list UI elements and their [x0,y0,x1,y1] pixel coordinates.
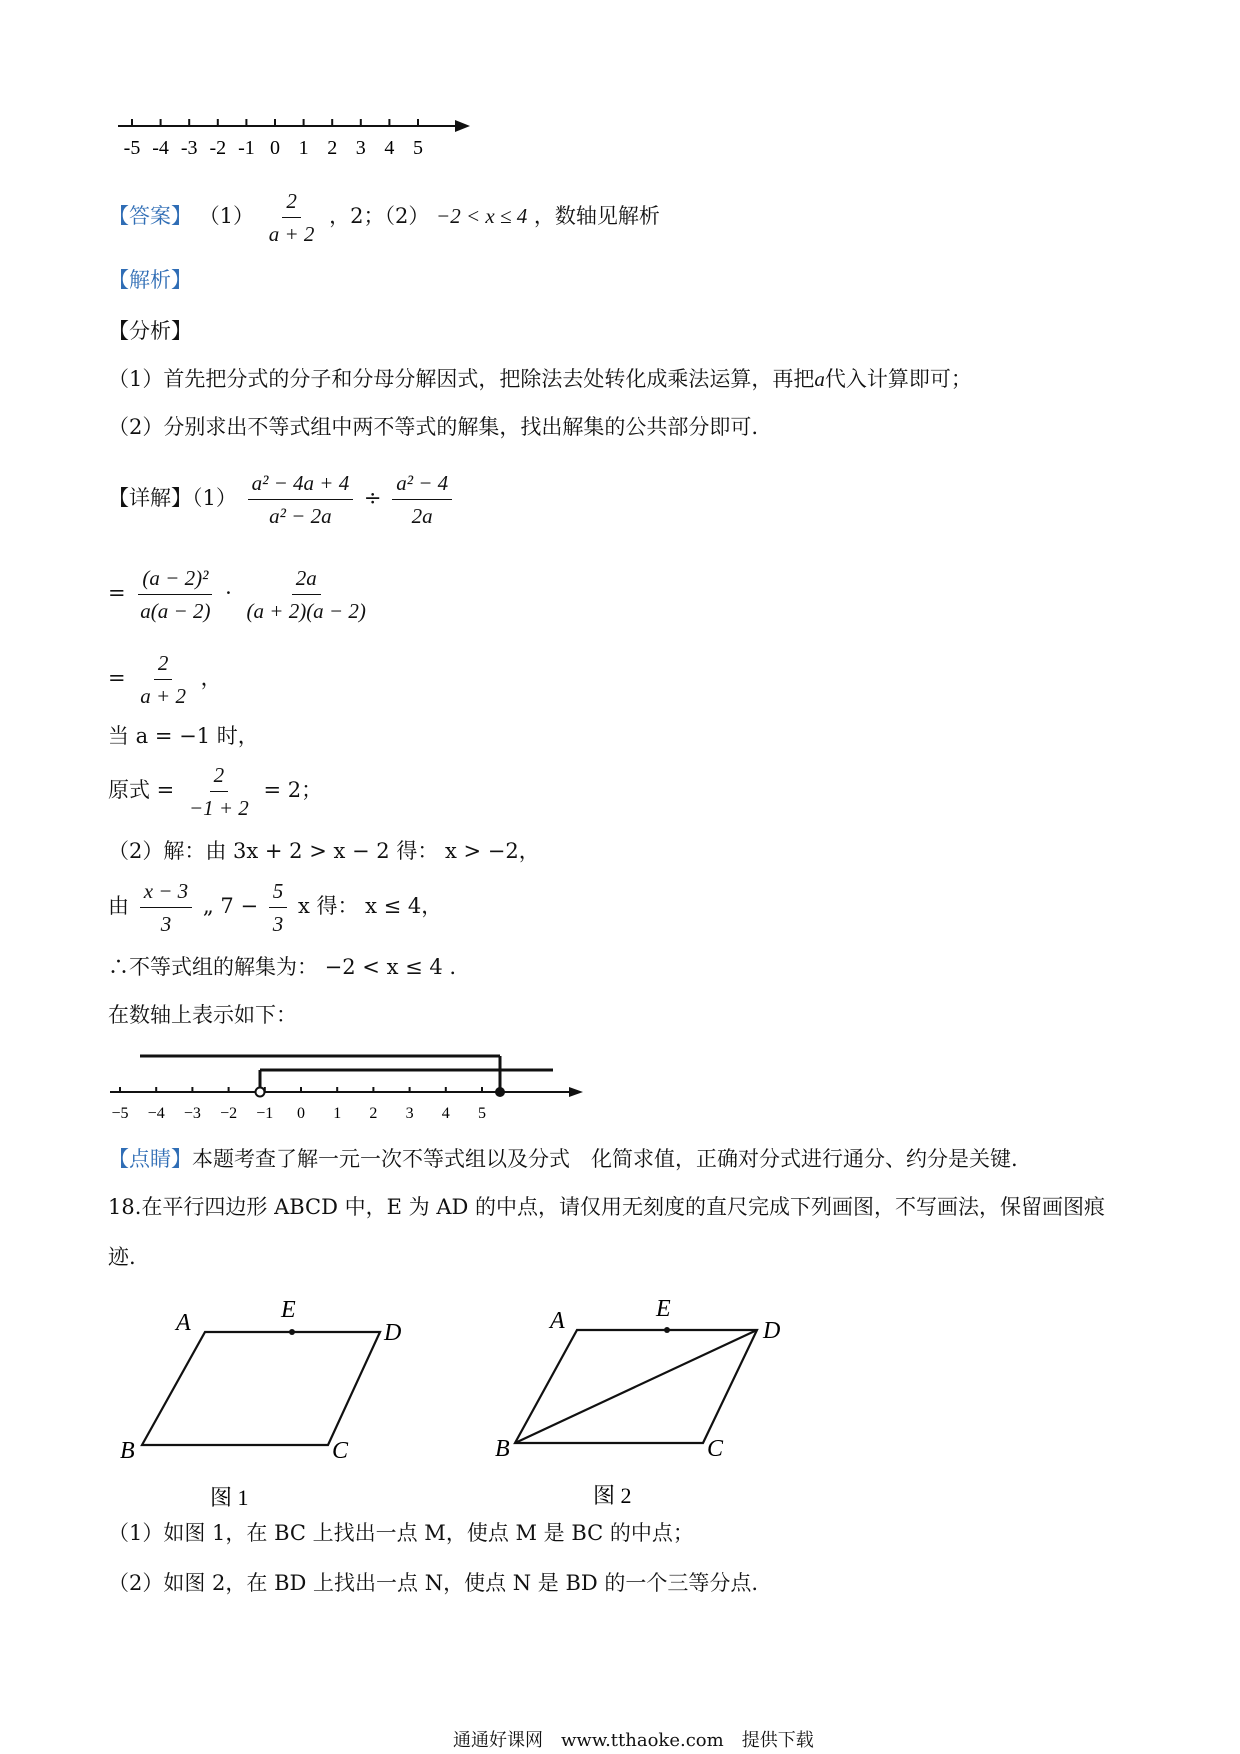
part2-frac1-num: x − 3 [140,878,193,908]
fig2-label-a: A [550,1308,565,1334]
detail-frac2-den: 2a [411,504,433,528]
solution-number-line-tick-label: −5 [111,1105,129,1122]
answer-fraction [265,188,319,247]
step1-eq: = [108,581,126,605]
step2-tail: ， [200,666,222,690]
q18-line1: 18.在平行四边形 ABCD 中，E 为 AD 的中点，请仅用无刻度的直尺完成下列画图，不写画法，保留画图痕 [108,1195,1105,1219]
fig1-label-c: C [332,1438,349,1464]
part2-mid: „ 7 − [202,894,259,918]
fig2-point-e [664,1327,670,1333]
part2-frac2 [269,878,288,937]
detail-frac2-num: a² − 4 [392,470,452,500]
top-number-line-tick-label: -3 [180,137,198,159]
detail-frac1-den: a² − 2a [269,504,332,528]
fenxi-line2: （2）分别求出不等式组中两不等式的解集，找出解集的公共部分即可. [108,415,759,439]
step2-frac [136,650,190,709]
step1-frac1 [136,565,214,624]
step2-frac-num: 2 [154,650,173,680]
detail-div: ÷ [363,486,382,510]
top-number-line-tick-label: -4 [152,137,169,159]
analysis-tag: 【解析】 [108,268,192,292]
fig2-caption: 图 2 [593,1483,632,1508]
step1-frac1-den: a(a − 2) [140,599,211,623]
top-number-line-tick-label: -5 [123,137,141,159]
answer-part1-label: （1） [198,204,255,228]
fenxi-line1-var: a [814,367,825,391]
part2-frac2-den: 3 [272,912,284,936]
solution-number-line [105,1042,585,1124]
detail-step1 [108,565,374,624]
fenxi-line1 [108,366,972,392]
solution-number-line-tick-label: 0 [297,1105,305,1122]
top-number-line-tick-label: 3 [355,137,366,159]
therefore-line: ∴不等式组的解集为： −2 < x ≤ 4 . [108,955,457,979]
fig2-label-c: C [707,1436,724,1462]
orig-frac-num: 2 [210,762,229,792]
fig1-label-b: B [120,1438,135,1464]
figure-1 [110,1290,430,1520]
answer-frac-num: 2 [282,188,301,218]
detail-frac1 [248,470,354,529]
top-number-line-tick-label: 2 [327,137,338,159]
detail-step2 [108,650,222,709]
step2-frac-den: a + 2 [140,684,186,708]
solution-axis-arrow [569,1087,583,1097]
fig2-label-b: B [495,1436,510,1462]
solution-number-line-tick-label: −2 [220,1105,238,1122]
open-dot-minus2 [256,1088,265,1097]
step1-dot: · [225,581,232,605]
fig1-label-e: E [281,1297,296,1323]
solution-number-line-tick-label: 1 [333,1105,342,1122]
step1-frac2-den: (a + 2)(a − 2) [246,599,366,623]
original-value-line [108,762,322,821]
fenxi-line1-b: 代入计算即可； [824,367,972,391]
top-number-line-tick-label: 1 [298,137,309,159]
fig2-label-d: D [763,1318,781,1344]
answer-tag: 【答案】 [108,204,192,228]
solution-number-line-tick-label: −4 [147,1105,165,1122]
orig-pre: 原式 = [108,778,175,802]
step2-eq: = [108,666,126,690]
part2-frac1 [140,878,193,937]
solution-number-line-tick-label: −1 [256,1105,274,1122]
orig-post: = 2； [263,778,323,802]
top-number-line-tick-label: -2 [209,137,227,159]
answer-inequality: −2 < x ≤ 4 [436,204,528,228]
show-on-line: 在数轴上表示如下： [108,1003,297,1027]
solution-number-line-tick-label: 3 [405,1105,414,1122]
top-number-line-tick-label: -1 [238,137,255,159]
answer-after-frac: ，2；（2） [329,204,430,228]
detail-frac2 [392,470,452,529]
detail-tag: 【详解】（1） [108,486,237,510]
closed-dot-4 [495,1087,505,1097]
comment-line [108,1146,1018,1172]
part2-pre: 由 [108,894,129,918]
comment-text: 本题考查了解一元一次不等式组以及分式 化简求值，正确对分式进行通分、约分是关键. [192,1147,1018,1171]
answer-tail: ，数轴见解析 [533,204,660,228]
figure-2 [485,1290,805,1520]
number-line-arrow [455,120,470,132]
fenxi-line1-a: （1）首先把分式的分子和分母分解因式，把除法去处转化成乘法运算，再把 [108,367,815,391]
solution-number-line-tick-label: 4 [441,1105,450,1122]
fig1-label-a: A [176,1310,191,1336]
fig1-label-d: D [384,1320,402,1346]
solution-number-line-tick-label: −3 [183,1105,201,1122]
part2-frac1-den: 3 [160,912,172,936]
fig1-caption: 图 1 [210,1485,249,1510]
solution-number-line-tick-label: 5 [478,1105,486,1122]
orig-frac [185,762,253,821]
sub-question-1: （1）如图 1，在 BC 上找出一点 M，使点 M 是 BC 的中点； [108,1521,694,1545]
part2-line2 [108,878,442,937]
fenxi-tag: 【分析】 [108,319,192,343]
top-number-line-tick-label: 4 [384,137,395,159]
part2-line1: （2）解：由 3x + 2 > x − 2 得： x > −2， [108,839,540,863]
sub-question-2: （2）如图 2，在 BD 上找出一点 N，使点 N 是 BD 的一个三等分点. [108,1571,759,1595]
top-number-line-tick-label: 0 [270,137,280,159]
answer-line [108,188,660,247]
part2-tail: x 得： x ≤ 4， [297,894,443,918]
fig1-parallelogram [142,1332,380,1445]
answer-frac-den: a + 2 [268,222,315,246]
step1-frac1-num: (a − 2)² [138,565,212,595]
step1-frac2-num: 2a [292,565,321,595]
when-a-line: 当 a = −1 时， [108,724,259,748]
detail-expression [108,470,456,529]
orig-frac-den: −1 + 2 [188,796,249,820]
step1-frac2 [243,565,370,624]
fig2-label-e: E [656,1296,671,1322]
comment-tag: 【点睛】 [108,1147,192,1171]
fig1-point-e [289,1329,295,1335]
top-number-line [110,110,480,170]
top-number-line-tick-label: 5 [413,137,423,159]
solution-number-line-tick-label: 2 [369,1105,378,1122]
q18-line2: 迹. [108,1245,136,1269]
footer-source: 通通好课网 www.tthaoke.com 提供下载 [453,1730,814,1751]
detail-frac1-num: a² − 4a + 4 [248,470,354,500]
fig2-diagonal-bd [515,1330,757,1443]
part2-frac2-num: 5 [269,878,288,908]
